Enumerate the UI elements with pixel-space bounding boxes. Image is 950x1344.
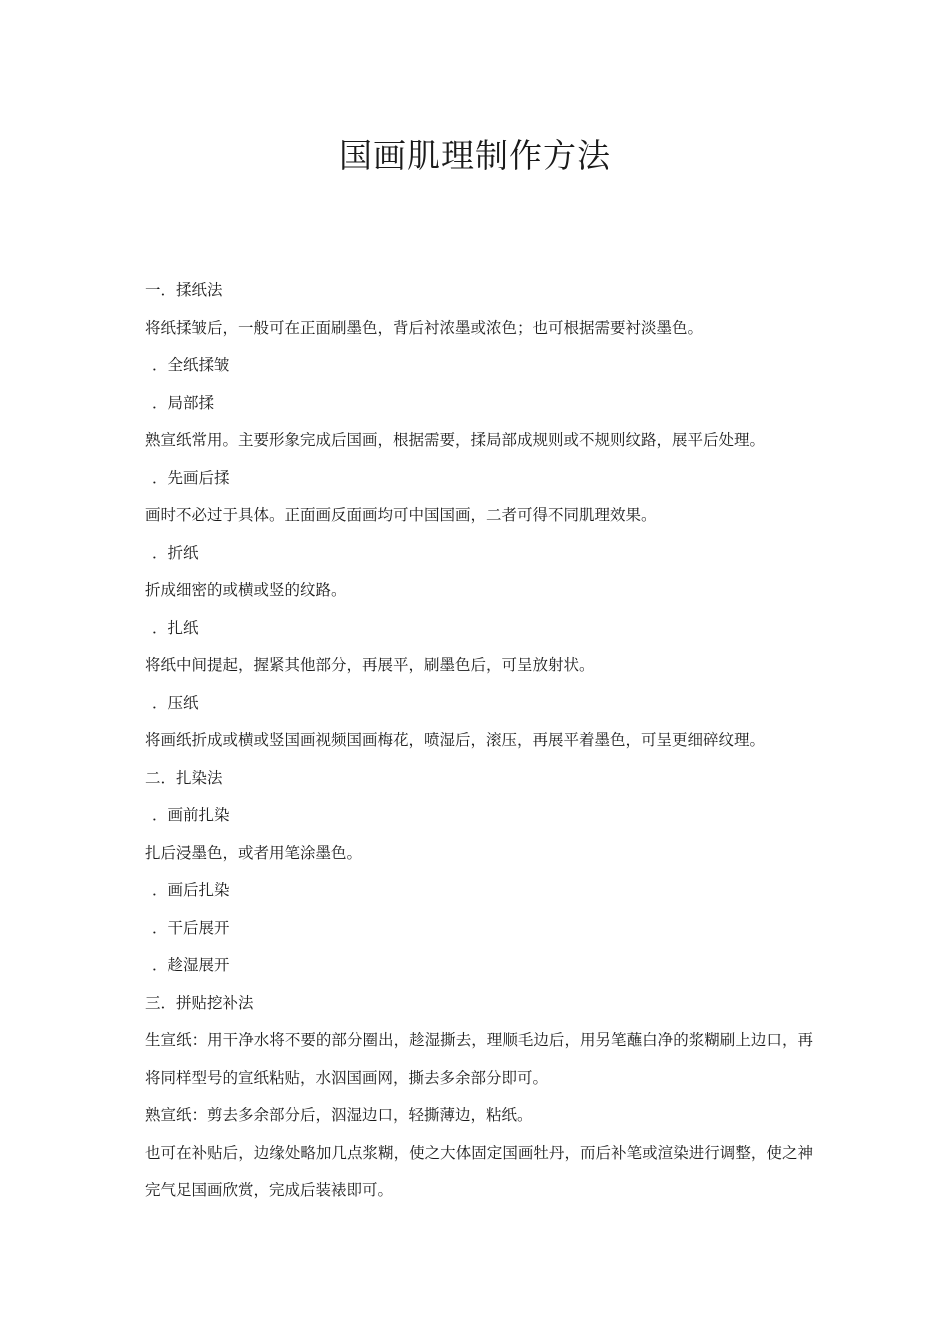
list-item: ．干后展开 (152, 918, 230, 937)
paragraph: 折成细密的或横或竖的纹路。 (145, 581, 347, 599)
list-item: ．压纸 (152, 693, 199, 712)
list-item: ．折纸 (152, 543, 199, 562)
section-heading: 三．拼贴挖补法 (145, 993, 254, 1012)
paragraph: 也可在补贴后，边缘处略加几点浆糊，使之大体固定国画牡丹，而后补笔或渲染进行调整，使之神完气足国画欣赏，完成后装裱即可。 (145, 1143, 813, 1199)
paragraph: 画时不必过于具体。正面画反面画均可中国国画，二者可得不同肌理效果。 (145, 506, 657, 524)
paragraph: 生宣纸：用干净水将不要的部分圈出，趁湿撕去，理顺毛边后，用另笔蘸白净的浆糊刷上边口，再将同样型号的宣纸粘贴，水泅国画网，撕去多余部分即可。 (145, 1031, 813, 1087)
document-body (145, 272, 813, 1210)
list-item: ．局部揉 (152, 393, 215, 412)
document-title: 国画肌理制作方法 (339, 136, 611, 175)
paragraph: 熟宣纸：剪去多余部分后，泅湿边口，轻撕薄边，粘纸。 (145, 1106, 533, 1124)
section-heading: 二．扎染法 (145, 768, 223, 787)
list-item: ．全纸揉皱 (152, 356, 230, 374)
list-item: ．扎纸 (152, 618, 199, 637)
paragraph: 将画纸折成或横或竖国画视频国画梅花，喷湿后，滚压，再展平着墨色，可呈更细碎纹理。 (145, 731, 766, 749)
list-item: ．趁湿展开 (152, 956, 230, 974)
list-item: ．先画后揉 (152, 468, 230, 487)
list-item: ．画前扎染 (152, 806, 230, 824)
paragraph: 将纸揉皱后，一般可在正面刷墨色，背后衬浓墨或浓色；也可根据需要衬淡墨色。 (145, 318, 704, 337)
paragraph: 扎后浸墨色，或者用笔涂墨色。 (145, 843, 363, 862)
paragraph: 熟宣纸常用。主要形象完成后国画，根据需要，揉局部成规则或不规则纹路，展平后处理。 (145, 431, 766, 449)
section-heading: 一．揉纸法 (145, 281, 223, 299)
paragraph: 将纸中间提起，握紧其他部分，再展平，刷墨色后，可呈放射状。 (145, 656, 595, 674)
list-item: ．画后扎染 (152, 881, 230, 899)
